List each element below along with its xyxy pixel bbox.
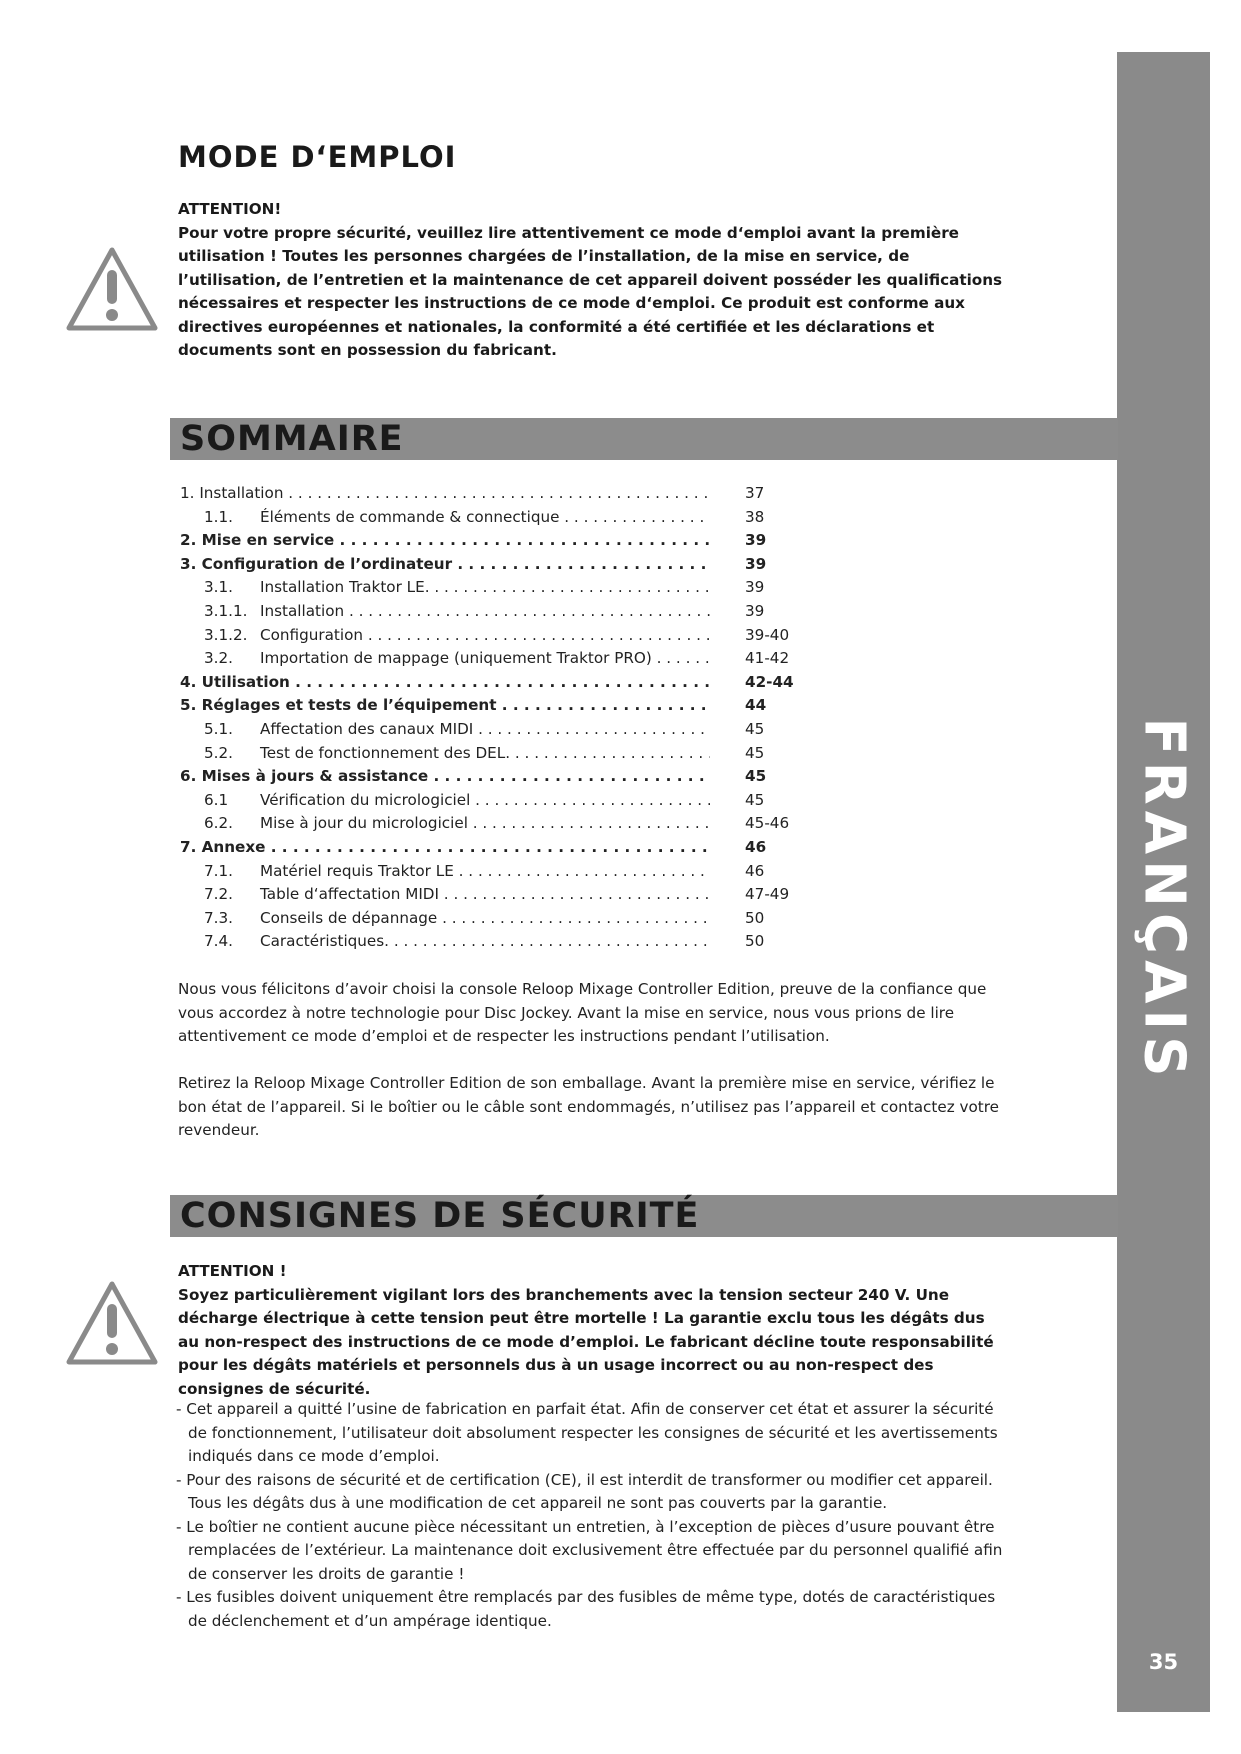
- toc-entry-text: Test de fonctionnement des DEL. . . .: [260, 744, 710, 762]
- toc-entry-number: 3.: [180, 554, 197, 573]
- toc-entry: [180, 812, 820, 836]
- warning-triangle-icon: [64, 1278, 160, 1368]
- toc-entry-text: Éléments de commande & connectique . . .: [260, 508, 710, 526]
- toc-entry-text: Matériel requis Traktor LE . . .: [260, 862, 710, 880]
- page-number: 35: [1148, 1650, 1179, 1674]
- toc-entry-number: 3.1.2.: [204, 625, 248, 644]
- toc-entry-number: 1.1.: [204, 507, 233, 526]
- toc-entry-page: 39: [745, 601, 765, 620]
- intro-warning-heading: ATTENTION!: [178, 200, 282, 218]
- toc-entry-label: [204, 860, 710, 884]
- toc-entry-label: [180, 529, 710, 553]
- toc-entry-page: 39: [745, 554, 767, 573]
- toc-entry: [180, 765, 820, 789]
- toc-entry: [180, 482, 820, 506]
- toc-entry-label: [180, 482, 710, 506]
- toc-entry-number: 6.1: [204, 790, 229, 809]
- list-item: - Cet appareil a quitté l’usine de fabrication en parfait état. Afin de conserver cet état et assurer la sécurité de fonctionnement, l’utilisateur doit absolument respecter les consignes de sécurité et les avertissements indiqués dans ce mode d’emploi.: [176, 1400, 998, 1465]
- toc-entry-text: Configuration . . .: [260, 626, 710, 644]
- toc-entry: [180, 789, 820, 813]
- toc-entry: [180, 694, 820, 718]
- toc-entry-label: [204, 576, 710, 600]
- toc-entry-number: 7.1.: [204, 861, 233, 880]
- toc-entry-label: [180, 694, 710, 718]
- toc-entry-number: 3.1.: [204, 578, 233, 597]
- toc-entry-text: Installation . . .: [260, 602, 710, 620]
- toc-entry-number: 7.2.: [204, 885, 233, 904]
- table-of-contents: [180, 482, 820, 954]
- toc-entry-text: Utilisation . . .: [202, 673, 710, 691]
- toc-entry-label: [204, 789, 710, 813]
- toc-entry-page: 50: [745, 932, 765, 951]
- toc-entry-page: 39-40: [745, 625, 790, 644]
- toc-entry: [180, 671, 820, 695]
- toc-entry-text: Réglages et tests de l’équipement . . .: [202, 696, 710, 714]
- toc-entry-label: [204, 883, 710, 907]
- toc-entry-label: [204, 624, 710, 648]
- safety-warning-heading: ATTENTION !: [178, 1262, 287, 1280]
- toc-entry-number: 6.: [180, 767, 197, 786]
- sommaire-header: [170, 418, 1118, 460]
- toc-entry-label: [180, 671, 710, 695]
- toc-entry-number: 3.2.: [204, 649, 233, 668]
- toc-entry-number: 7.4.: [204, 932, 233, 951]
- toc-entry-number: 3.1.1.: [204, 601, 248, 620]
- toc-entry: [180, 647, 820, 671]
- list-item: - Le boîtier ne contient aucune pièce nécessitant un entretien, à l’exception de pièces d’usure pouvant être remplacées de l’extérieur. La maintenance doit exclusivement être effectuée par du personnel qualifié afin de conserver les droits de garantie !: [176, 1517, 1003, 1583]
- toc-entry-number: 7.: [180, 837, 197, 856]
- toc-entry: [180, 718, 820, 742]
- toc-entry-number: 5.: [180, 696, 197, 715]
- toc-entry-page: 37: [745, 484, 765, 502]
- intro-warning: [178, 198, 1008, 363]
- safety-list: [176, 1398, 1016, 1633]
- toc-entry-page: 44: [745, 696, 767, 715]
- toc-entry: [180, 576, 820, 600]
- toc-entry-label: [204, 907, 710, 931]
- toc-entry-text: Caractéristiques. . . .: [260, 932, 710, 950]
- toc-entry-page: 39: [745, 531, 767, 550]
- toc-entry-label: [204, 506, 710, 530]
- toc-entry: [180, 883, 820, 907]
- toc-entry-text: Annexe . . .: [202, 838, 710, 856]
- toc-entry-page: 39: [745, 578, 765, 597]
- toc-entry-page: 42-44: [745, 672, 794, 691]
- toc-entry-label: [204, 812, 710, 836]
- toc-entry-text: Importation de mappage (uniquement Traktor PRO) . . .: [260, 649, 710, 667]
- toc-entry: [180, 930, 820, 954]
- toc-entry-page: 45: [745, 790, 765, 809]
- toc-entry-page: 46: [745, 837, 767, 856]
- toc-entry-label: [180, 836, 710, 860]
- toc-entry-text: Installation Traktor LE. . . .: [260, 578, 710, 596]
- toc-entry-text: Affectation des canaux MIDI . . .: [260, 720, 710, 738]
- toc-entry-number: 5.2.: [204, 743, 233, 762]
- toc-entry-page: 46: [745, 861, 765, 880]
- toc-entry-label: [204, 647, 710, 671]
- toc-entry-page: 38: [745, 507, 765, 526]
- toc-entry-number: 7.3.: [204, 908, 233, 927]
- language-label: FRANÇAIS: [1131, 717, 1196, 1083]
- toc-entry-number: 6.2.: [204, 814, 233, 833]
- toc-entry-page: 41-42: [745, 649, 790, 668]
- toc-entry: [180, 860, 820, 884]
- toc-entry-page: 45: [745, 719, 765, 738]
- toc-entry-page: 45-46: [745, 814, 790, 833]
- toc-entry-number: 5.1.: [204, 719, 233, 738]
- toc-entry: [180, 907, 820, 931]
- toc-entry-label: [204, 600, 710, 624]
- toc-entry-text: Vérification du micrologiciel . . .: [260, 791, 710, 809]
- toc-entry: [180, 836, 820, 860]
- toc-entry-number: 2.: [180, 531, 197, 550]
- safety-warning-text: Soyez particulièrement vigilant lors des branchements avec la tension secteur 240 V. Une décharge électrique à cette tension peut être mortelle ! La garantie exclu tous les dégâts dus au non-respect des instructions de ce mode d’emploi. Le fabricant décline toute responsabilité pour les dégâts matériels et personnels dus à un usage incorrect ou au non-respect des consignes de sécurité.: [178, 1285, 994, 1398]
- toc-entry-text: Mises à jours & assistance . . .: [202, 767, 710, 785]
- language-tab: [1117, 710, 1210, 1090]
- toc-entry-text: Configuration de l’ordinateur . . .: [202, 555, 710, 573]
- intro-paragraph: Nous vous félicitons d’avoir choisi la console Reloop Mixage Controller Edition, preuve de la confiance que vous accordez à notre technologie pour Disc Jockey. Avant la mise en service, nous vous prions de lire attentivement ce mode d’emploi et de respecter les instructions pendant l’utilisation.: [178, 980, 987, 1045]
- toc-entry: [180, 742, 820, 766]
- toc-entry-page: 50: [745, 908, 765, 927]
- toc-entry-label: [180, 765, 710, 789]
- toc-entry: [180, 624, 820, 648]
- toc-entry: [180, 529, 820, 553]
- safety-header: [170, 1195, 1118, 1237]
- toc-entry-text: Installation . . .: [199, 484, 710, 502]
- toc-entry-page: 45: [745, 767, 767, 786]
- toc-entry-number: 4.: [180, 672, 197, 691]
- toc-entry-label: [204, 930, 710, 954]
- toc-entry-page: 47-49: [745, 885, 790, 904]
- intro-warning-text: Pour votre propre sécurité, veuillez lire attentivement ce mode d‘emploi avant la première utilisation ! Toutes les personnes chargées de l’installation, de la mise en service, de l’utilisation, de l’entretien et la maintenance de cet appareil doivent posséder les qualifications nécessaires et respecter les instructions de ce mode d‘emploi. Ce produit est conforme aux directives européennes et nationales, la conformité a été certifiée et les déclarations et documents sont en possession du fabricant.: [178, 223, 1003, 359]
- warning-triangle-icon: [64, 244, 160, 334]
- toc-entry-label: [204, 742, 710, 766]
- toc-entry: [180, 600, 820, 624]
- toc-entry-number: 1.: [180, 484, 195, 502]
- unpacking-paragraph: Retirez la Reloop Mixage Controller Edition de son emballage. Avant la première mise en service, vérifiez le bon état de l’appareil. Si le boîtier ou le câble sont endommagés, n’utilisez pas l’appareil et contactez votre revendeur.: [178, 1074, 999, 1139]
- toc-entry-text: Table d‘affectation MIDI . . .: [260, 885, 710, 903]
- safety-warning: [178, 1260, 1008, 1401]
- toc-entry-text: Mise à jour du micrologiciel . . .: [260, 814, 710, 832]
- list-item: - Les fusibles doivent uniquement être remplacés par des fusibles de même type, dotés de caractéristiques de déclenchement et d’un ampérage identique.: [176, 1588, 996, 1630]
- page-title: MODE D‘EMPLOI: [178, 140, 457, 174]
- toc-entry-label: [204, 718, 710, 742]
- safety-title: CONSIGNES DE SÉCURITÉ: [180, 1196, 700, 1236]
- sommaire-title: SOMMAIRE: [180, 419, 404, 459]
- toc-entry-text: Mise en service . . .: [202, 531, 710, 549]
- toc-entry-label: [180, 553, 710, 577]
- toc-entry-text: Conseils de dépannage . . .: [260, 909, 710, 927]
- toc-entry-page: 45: [745, 743, 765, 762]
- toc-entry: [180, 506, 820, 530]
- toc-entry: [180, 553, 820, 577]
- list-item: - Pour des raisons de sécurité et de certification (CE), il est interdit de transformer ou modifier cet appareil. Tous les dégâts dus à une modification de cet appareil ne sont pas couverts par la garantie.: [176, 1470, 993, 1512]
